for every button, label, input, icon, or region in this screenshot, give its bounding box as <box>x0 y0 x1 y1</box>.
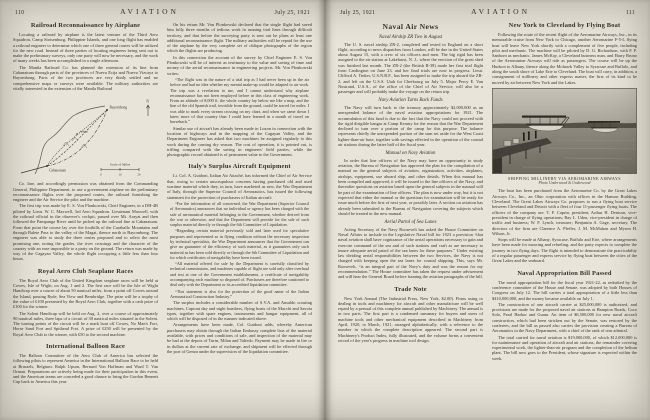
paragraph: Similar use of aircraft has already been made in Luzon in connection with the location of highways and in the mapping of the Cagayan Valley, and the Department Engineer has asked that two machines be assigned regularly to this work during the coming dry season. The cost of operation, it is pointed out, is trifling compared with the saving in engineers' field parties, while the photographic record obtained is of permanent value to the Government. <box>167 125 312 158</box>
map-scale-0: 0 <box>100 172 102 177</box>
article-title-italy-surplus: Italy's Surplus Aircraft Equipment <box>188 163 291 171</box>
map-scale-20: 20 <box>137 172 141 177</box>
subhead-aerial-patrol: Aerial Patrol of Sea Lanes <box>384 220 437 226</box>
paragraph-quote: “This statement is also for the protection of the good name of the Italian Aeronautical Construction Industry.” <box>170 288 309 299</box>
article-title-trade-note: Trade Note <box>394 285 427 293</box>
journal-title: AVIATION <box>471 7 530 16</box>
article-title-railroad: Railroad Reconnaissance by Airplane <box>30 22 141 29</box>
paragraph: The first trip was made by E. S. Von Plonkowski, Chief Engineer, in a DH-4B piloted by Lieut. W. C. Maxwell, 3rd Aero Squadron. Lieutenant Maxwell, with the railroad official in the observer's cockpit, passed over Mt. Arayat and then followed the Pampanga River until he picked up the railroad line at Cabanatuan. From that point the course lay over the foothills of the Caraballo Mountains and through Balete Pass to the valley of the Magat, thence north to Bayombong. The engineer was able to study the three routes proposed and to select the most promising one, noting the grades, the river crossings and the character of the country with an ease impossible to a party on the ground. The return was made by way of the Cagayan Valley, the whole flight occupying a little less than four hours. <box>13 203 158 262</box>
paragraph-quote: “Regarding certain material previously sold and later used for speculative purposes and represented as in flying condition without the necessary inspection by technical specialists, the War Department announces that the Government can give no guarantee of the efficiency of such material, as it guarantees only such material as has been sold directly or through the 6th Committee of Liquidation and for which certificates of navigability have been issued. <box>170 228 309 260</box>
paragraph: Acting Secretary of the Navy Roosevelt has asked the House Committee on Naval Affairs to include in the Legislative Naval bill for 1923 a provision “that naval aviation shall have cognizance of the aerial operations necessary to gain and exercise command of the sea and of such stations and craft as are necessary to insure adequate aerial patrol of the sea lanes for these purposes.” Under existing law dividing aerial responsibilities between the two Services, the Navy is not charged with keeping open the sea lanes for coastal shipping. This, says Mr. Roosevelt, “is an integral part of the Navy's duty and was the reason for my recommendation.” The House committee has taken the request under advisement and will hear the General Board before framing the aviation paragraphs of the bill. <box>338 226 483 280</box>
right-column-1 <box>338 22 483 408</box>
page-number-left: 110 <box>15 10 25 16</box>
issue-date: July 25, 1921 <box>274 10 310 16</box>
paragraph: The construction of one aircraft carrier at $25,000,000 is authorized, and provisions are made for the proposed naval air stations at Hampton Roads, Coco Solo, Pearl Harbor and Guam. An item of $6,500,000 for new naval aircraft construction, which had been stricken out by the Senate, was restored by the conferees, and the bill as passed also carries the provision creating a Bureau of Aeronautics in the Navy Department, with a chief of the rank of rear admiral. <box>492 301 637 334</box>
map-label-cabanatuan: Cabanatuan <box>49 168 66 173</box>
left-column-2 <box>167 22 312 408</box>
route-map <box>13 94 158 178</box>
photo-credit: Photo Underwood & Underwood <box>538 181 591 186</box>
paragraph: New York Annual (The Industrial Press, New York, $2.00). Firms using or dealing in tools and machinery for aircraft and other manufacture will be well repaid by a perusal of this complete annual published by Machinery. The annual is in two parts. The first part is a condensed summary for buyers and users of machine tools and other mechanical equipment described in Machinery from April, 1920, to March, 1921, arranged alphabetically, with a reference to the number in which the complete description appeared. The second part is Machinery's Product Index, fully illustrated, and the volume forms a convenient record of the year's progress in machine tool design. <box>338 295 483 343</box>
article-title-cleveland-flying-boat: New York to Cleveland by Flying Boat <box>508 22 621 29</box>
paragraph: Lt. Col. A. Guidoni, Italian Air Attaché, has informed the Chief of Air Service that, owing to certain unscrupulous concerns having purchased old and used wartime material which they, in turn, have marketed as new, the War Department of Italy, through the Superior Council of Aeronautics, has issued the following statement for the protection of purchasers of Italian aircraft: <box>167 173 312 200</box>
paragraph: The U. S. naval airship ZR-2, completed and tested in England on a short flight, according to news dispatches from London, will be due in the United States about August 15, with a crew of six officers and men. The big rigid has been assigned to the air station at Lakehurst, N. J., where the erection of the great shed was finished last month. The ZR-2 (the British R-38) made her first trial flight from Cardington on June 23, and her final trials are now in progress. Lieut. Clifford A. Tinker, U.S.N.R.F., has been assigned to make the trip aboard the ZR-2, and left on the U.S.S. Utah for Cherbourg on July 5. Major Percy E. Van Nostrand, U.S.A., of the office of the Chief of Air Service, will also be a passenger and will probably make the voyage on the return trip. <box>338 41 483 95</box>
map-north-label: N <box>146 99 150 104</box>
paragraph: The naval appropriation bill for the fiscal year 1921-22, as redrafted by the conference committee of the House and Senate, was adopted by both Houses of Congress on July 12. The bill carries a total appropriation of a little less than $410,000,000, and the money became available on July 1. <box>492 279 637 301</box>
map-label-bayombong: Bayombong <box>109 105 128 110</box>
paragraph: The boat has been purchased from the Aeromarine Co. by the Great Lakes Airways Co., Inc., an Ohio corporation with offices in the Hanson Building, Cleveland. The Great Lakes Airways Co. proposes to run a flying boat service between Cleveland and Detroit with a fleet of four 11-passenger flying boats. The officers of the company are: T. F. Caprin, president; Arthur H. Denison, vice-president in charge of flying operations; Ray L. Uden, vice-president in charge of traffic and business; W. F. Lynch, treasurer; Benjamin A. Gage, secretary. The directors of the firm are Clarence A. Pfeffer, J. M. McMahon and Myron H. Wilson, Jr. <box>492 188 637 236</box>
photo-figure <box>492 88 637 186</box>
article-title-naval-bill: Naval Appropriation Bill Passed <box>517 269 612 277</box>
map-scale-caption: Scale of Miles <box>109 162 131 167</box>
article-title-naval-air-news: Naval Air News <box>382 22 439 31</box>
paragraph: Locating a railroad by airplane is the latest venture of the Third Aero Squadron, Camp Stotsenburg, Philippine Islands, and one long flight has enabled a railroad engineer to determine which one of three general routes will be utilized for the new road. Instead of three parties of locating engineers being sent out to make the preliminary surveys, only one party will now be necessary, and the work of many weeks has been accomplished in a single afternoon. <box>13 32 158 64</box>
running-head-right <box>340 7 635 16</box>
issue-date: July 25, 1921 <box>340 10 376 16</box>
paragraph: In order that line officers of the Navy may have an opportunity to study aviation, the Bureau of Navigation has approved the plan for the compilation of a manual on the general subjects of aviation, organization, activities, airplanes, airships, equipment, use aboard ship, and other details. When this manual has been compiled and approved, it will be issued to the line officers of the Navy, and thereafter questions on aviation based upon the general subjects in the manual will be part of the examination of line officers. The plan is now under way, but it is not expected that either the manual or the questions for examination will be ready for issue much before the first of next year, or possibly later. A section on aviation has already been submitted to the Bureau of Navigation covering the subjects which should be treated in the new manual. <box>338 157 483 216</box>
running-head-left <box>15 7 310 16</box>
paragraph: The total carried for naval aviation is $19,000,000, of which $12,000,000 is for maintenance and operation of aircraft and air stations, the remainder covering experimental work, the lighter-than-air program and the completion of the helium plant. The bill now goes to the President, whose signature is expected within the week. <box>492 334 637 361</box>
paragraph-quote: “The flight was in the nature of a trial trip as I had never been up in the air before and had no idea whether my mental make-up would be adapted to air work. The trip was a revelation to me, and I cannot understand why airplane reconnaissance has not been employed before in this class of engineering work. From an altitude of 8,000 ft. the whole country lay below me like a map, and the line of the old Spanish trail, invisible from the ground, could be traced for miles. I was able to mark every stream crossing on my chart, and when we came down I knew more of that country than I could have learned in a month of travel on horseback.” <box>170 76 309 125</box>
article-title-seaplane-races: Royal Aero Club Seaplane Races <box>37 267 134 275</box>
paragraph-quote: “For the information of all concerned, the War Department (Superior Council of Aeronautics) announces that no individual or agency has been charged with the sale of aeronautical material belonging to the Government, whether derived from the war or otherwise, and that the Department will provide for the sale of such surplus material directly or through the 6th Committee of Liquidation. <box>170 200 309 228</box>
right-page-columns <box>338 22 637 408</box>
subhead-turns-back-funds: Navy Aviation Turns Back Funds <box>378 98 443 104</box>
paragraph: The Manila Railroad Co. has planned the extension of its line from Cabanatuan through parts of the provinces of Nueva Ecija and Nueva Vizcaya to Bayombong. Parts of the two provinces are very thinly settled and no comprehensive maps or surveys were available. The military authorities are vitally interested in the extension of the Manila Railroad <box>13 64 158 91</box>
paragraph: The Royal Aero Club of the United Kingdom seaplane races will be held at Cowes, Isle of Wight, on Aug. 1 and 2. The first race will be the Isle of Wight Handicap over a course of about 50 nautical miles, from a point off Cowes around the Island, passing Ryde, Sea View and Bembridge. The prize will be a trophy of the value of £100 presented by the Royal Aero Club, together with a cash prize of £100 for the winner. <box>13 277 158 310</box>
paragraph: The Balloon Committee of the Aero Club of America has selected the following pilots to represent America in the International Balloon Race to be held at Brussels, Belgium: Ralph Upson, Bernard Von Hoffman and Ward T. Van Orman. Preparations are actively being made for their participation in this event, and the American teams are conceded a good chance to bring the Gordon Bennett Cup back to America this year. <box>13 352 158 385</box>
photo-caption-block <box>492 176 637 186</box>
subhead-zr-two: Naval Airship ZR Two in August <box>378 35 443 40</box>
left-page-columns <box>13 22 312 408</box>
right-column-2 <box>492 22 637 408</box>
map-scale-10: 10 <box>118 172 122 177</box>
article-title-balloon-race: International Balloon Race <box>45 342 126 350</box>
left-column-1 <box>13 22 158 408</box>
paragraph: The Navy will turn back to the treasury approximately $2,000,000 as an unexpended balance of the naval aviation appropriations for 1921. The accumulation of this fund is due to the fact that the Navy could not proceed with the rigid dirigible hangar at Camp Kearny for the reason that the War Department declined to turn over a portion of the camp for this purpose. The balance represents chiefly the unexpended portion of the sum set aside for the West Coast lighter-than-air base, together with savings effected in the operation of the coastal air stations during the latter half of the fiscal year. <box>338 104 483 148</box>
flying-boats-photo <box>492 88 637 174</box>
paragraph: In this connection the account of the survey by Chief Engineer E. S. Von Plonkowski will be of interest as testimony to the value and saving of time and money of the aerial reconnaissance in engineering projects. Mr. Von Plonkowski writes: <box>167 54 312 76</box>
subhead-manual: Manual on Navy Aviation <box>385 151 436 157</box>
paragraph-quote: “All material offered for sale by the Department is carefully classified by technical commissions, and machines capable of flight are sold only after overhaul and test at one of the Government establishments, a certificate of navigability accompanying each machine so disposed of. Purchasers are therefore cautioned to deal only with the Department or its accredited liquidation committee. <box>170 261 309 288</box>
paragraph: Arrangements have been made, Col. Guidoni adds, whereby American purchasers may obtain through the Italian Embassy complete lists of the material available, with prices and conditions of sale, and inspection of the material may be had at the depots of Turin, Milan and Taliedo. Payment may be made in lire or in dollars at the current rate of exchange, and shipment will be effected through the port of Genoa under the supervision of the liquidation committee. <box>167 322 312 354</box>
paragraph: The surplus includes a considerable number of S.V.A. and Ansaldo scouting machines, Caproni day and night bombers, flying boats of the Macchi and Savoia types, together with spare engines, instruments and hangar equipment, all of which will be disposed of in the manner indicated above. <box>167 300 312 322</box>
paragraph: Co. line, and accordingly permission was obtained from the Commanding General, Philippine Department, to use a government airplane on the preliminary reconnaissance flights over the proposed routes, the railroad furnishing the engineer and the Air Service the pilot and the machine. <box>13 181 158 203</box>
photo-caption: SHIPPING MILLINERY VIA AEROMARINE AIRWAYS <box>508 175 621 181</box>
paragraph: Following the route of the recent flight of the Aeromarine Airways, Inc., in its memorable cruise from New York to Chicago, another Aeromarine F-5-L flying boat will leave New York shortly with a complement of five people, including pilot and mechanic. The machine will be piloted by D. G. Richardson, with F. F. Sanborn as mechanic. James McKay, a Cleveland business man, and Harry Bruno of the Aeromarine Airways will ride as passengers. The course will be up the Hudson to Albany, thence along the Mohawk Valley to Syracuse and Buffalo, and along the south shore of Lake Erie to Cleveland. The boat will carry, in addition, a consignment of millinery and other express matter, the first of its kind to be moved by air between New York and the Lakes. <box>492 32 637 85</box>
paragraph: The Solent Handicap will be held on Aug. 2, over a course of approximately 90 nautical miles, three laps of a circuit of 30 nautical miles situated in the Solent. The turning points of the circuit will be a mark boat off Cowes, No Man's Fort, Horse Sand Fort and Spithead Fort. A prize of £250 will be presented by the Royal Aero Club to the winner, with £50 to the second machine. <box>13 310 158 337</box>
page-number-right: 111 <box>625 10 635 16</box>
route-map-figure <box>13 94 158 178</box>
map-label-aritao: Aritao <box>79 129 89 134</box>
paragraph: On his return Mr. Von Plonkowski declared that the single flight had saved him fully three months of tedious work in running trial lines through difficult territory, and that before the surveying party is sent out he plans at least one additional reconnaissance flight. The military authorities will be repaid for the use of the airplane by the very complete set of oblique photographs of the region which the flights are producing. <box>167 22 312 54</box>
paragraph: Stops will be made at Albany, Syracuse, Buffalo and Erie, where arrangements have been made for mooring and refueling, and the party expects to complete the journey in two flying days. The flight is intended to demonstrate the practicability of a regular passenger and express service by flying boat between the cities of the Great Lakes and the seaboard. <box>492 237 637 264</box>
journal-title: AVIATION <box>120 7 179 16</box>
page-right <box>325 0 650 420</box>
